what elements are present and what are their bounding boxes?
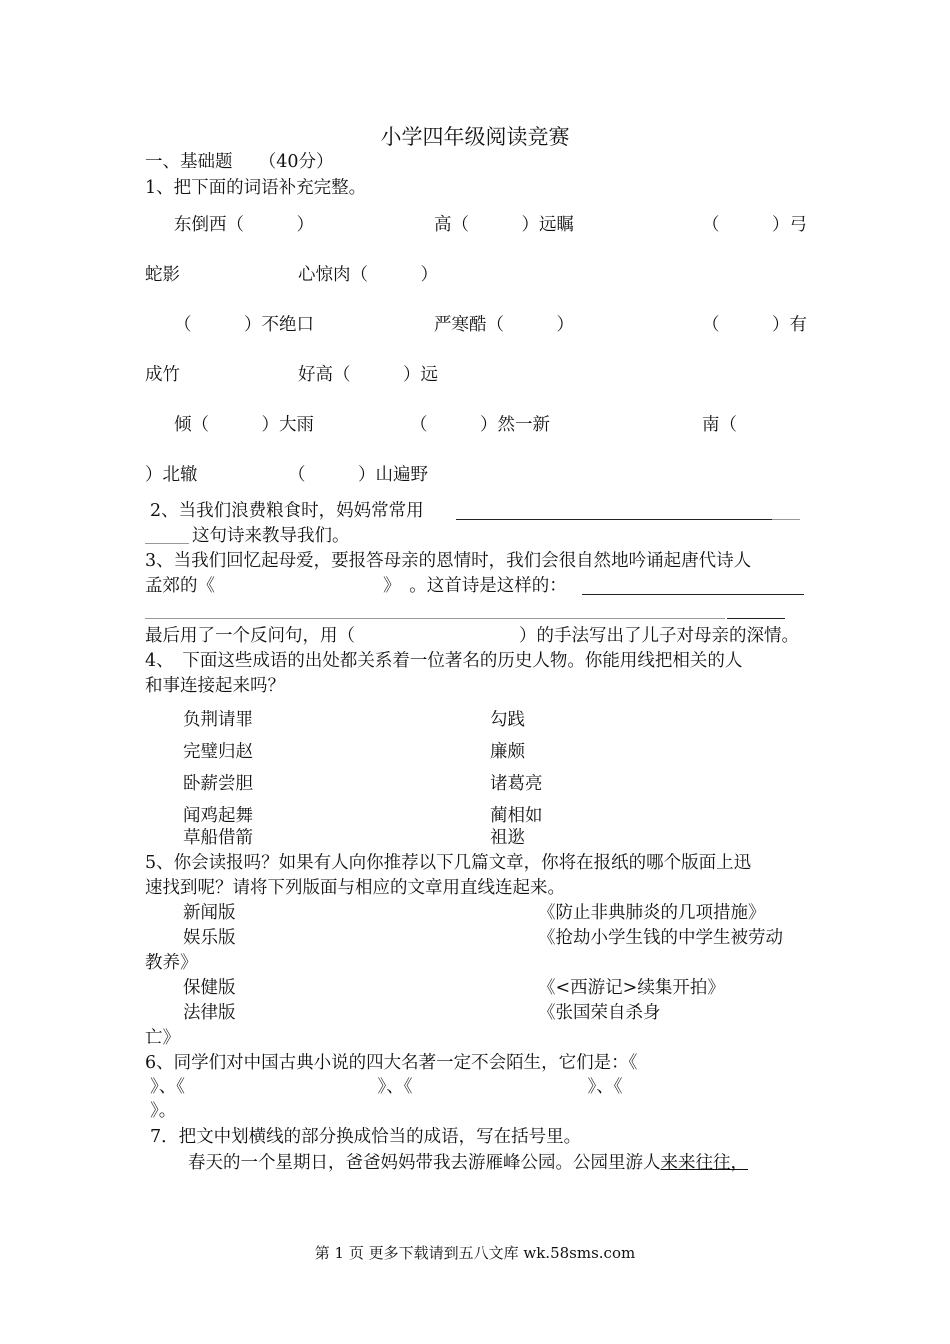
newspaper-section: 娱乐版 xyxy=(183,928,236,948)
section-heading: 一、基础题 （40分） xyxy=(145,152,334,172)
person-item: 诸葛亮 xyxy=(490,774,543,794)
q1-prompt: 1、把下面的词语补充完整。 xyxy=(145,178,367,198)
underlined-phrase: 来来往往， xyxy=(660,1153,748,1173)
q1-item: 蛇影 xyxy=(145,265,180,285)
q1-item: （ ）山遍野 xyxy=(288,465,428,485)
answer-blank xyxy=(582,594,804,595)
newspaper-section: 新闻版 xyxy=(183,903,236,923)
article-title: 《张国荣自杀身 xyxy=(538,1003,661,1023)
article-title: 《抢劫小学生钱的中学生被劳动 xyxy=(538,928,783,948)
q2-text: 这句诗来教导我们。 xyxy=(192,526,350,546)
q1-item: （ ）然一新 xyxy=(410,415,550,435)
idiom-item: 闻鸡起舞 xyxy=(183,806,253,826)
q1-item: 好高（ ）远 xyxy=(298,365,438,385)
q6-text: 》、《 》、《 》、《 xyxy=(150,1077,623,1097)
q1-item: 成竹 xyxy=(145,365,180,385)
q4-text: 4、 下面这些成语的出处都关系着一位著名的历史人物。你能用线把相关的人 xyxy=(145,651,743,671)
person-item: 勾践 xyxy=(490,710,525,730)
q7-passage xyxy=(188,1152,748,1174)
q3-text: 3、当我们回忆起母爱，要报答母亲的恩情时，我们会很自然地吟诵起唐代诗人 xyxy=(145,551,752,571)
q3-text: ）的手法写出了儿子对母亲的深情。 xyxy=(519,626,799,646)
answer-blank xyxy=(145,543,189,544)
q5-text: 速找到呢？请将下列版面与相应的文章用直线连起来。 xyxy=(145,878,565,898)
article-title-wrap: 亡》 xyxy=(145,1028,180,1048)
q1-item: 心惊肉（ ） xyxy=(298,265,438,285)
article-title: 《防止非典肺炎的几项措施》 xyxy=(538,903,766,923)
q4-text: 和事连接起来吗？ xyxy=(145,676,285,696)
page-footer: 第 1 页 更多下载请到五八文库 wk.58sms.com xyxy=(314,1244,636,1262)
q1-item: （ ）弓 xyxy=(702,215,807,235)
person-item: 祖逖 xyxy=(490,828,525,848)
idiom-item: 负荆请罪 xyxy=(183,710,253,730)
q3-text: 最后用了一个反问句，用（ xyxy=(145,626,355,646)
newspaper-section: 保健版 xyxy=(183,978,236,998)
q1-item: （ ）有 xyxy=(702,315,807,335)
q1-item: ）北辙 xyxy=(145,465,198,485)
answer-blank xyxy=(727,618,785,619)
idiom-item: 草船借箭 xyxy=(183,828,253,848)
q1-item: 南（ xyxy=(702,415,737,435)
q6-text: 》。 xyxy=(150,1101,177,1121)
answer-blank xyxy=(456,519,772,520)
answer-blank xyxy=(145,618,725,619)
person-item: 廉颇 xyxy=(490,742,525,762)
q1-item: 东倒西（ ） xyxy=(174,215,314,235)
idiom-item: 卧薪尝胆 xyxy=(183,774,253,794)
q7-passage-text: 春天的一个星期日，爸爸妈妈带我去游雁峰公园。公园里游人 xyxy=(188,1153,661,1173)
person-item: 蔺相如 xyxy=(490,806,543,826)
q7-text: 7．把文中划横线的部分换成恰当的成语，写在括号里。 xyxy=(150,1127,582,1147)
q3-text: 》 。这首诗是这样的： xyxy=(383,576,567,596)
q1-item: 倾（ ）大雨 xyxy=(174,415,314,435)
q1-item: 严寒酷（ ） xyxy=(434,315,574,335)
idiom-item: 完璧归赵 xyxy=(183,742,253,762)
q6-text: 6、同学们对中国古典小说的四大名著一定不会陌生，它们是：《 xyxy=(145,1053,638,1073)
page-title: 小学四年级阅读竞赛 xyxy=(380,125,570,149)
q1-item: （ ）不绝口 xyxy=(174,315,314,335)
q3-text: 孟郊的《 xyxy=(145,576,215,596)
answer-blank xyxy=(772,519,800,520)
article-title: 《<西游记>续集开拍》 xyxy=(538,978,725,998)
newspaper-section: 法律版 xyxy=(183,1003,236,1023)
q5-text: 5、你会读报吗？如果有人向你推荐以下几篇文章，你将在报纸的哪个版面上迅 xyxy=(145,853,752,873)
q2-text: 2、当我们浪费粮食时，妈妈常常用 xyxy=(150,501,424,521)
article-title-wrap: 教养》 xyxy=(145,953,198,973)
q1-item: 高（ ）远瞩 xyxy=(434,215,574,235)
